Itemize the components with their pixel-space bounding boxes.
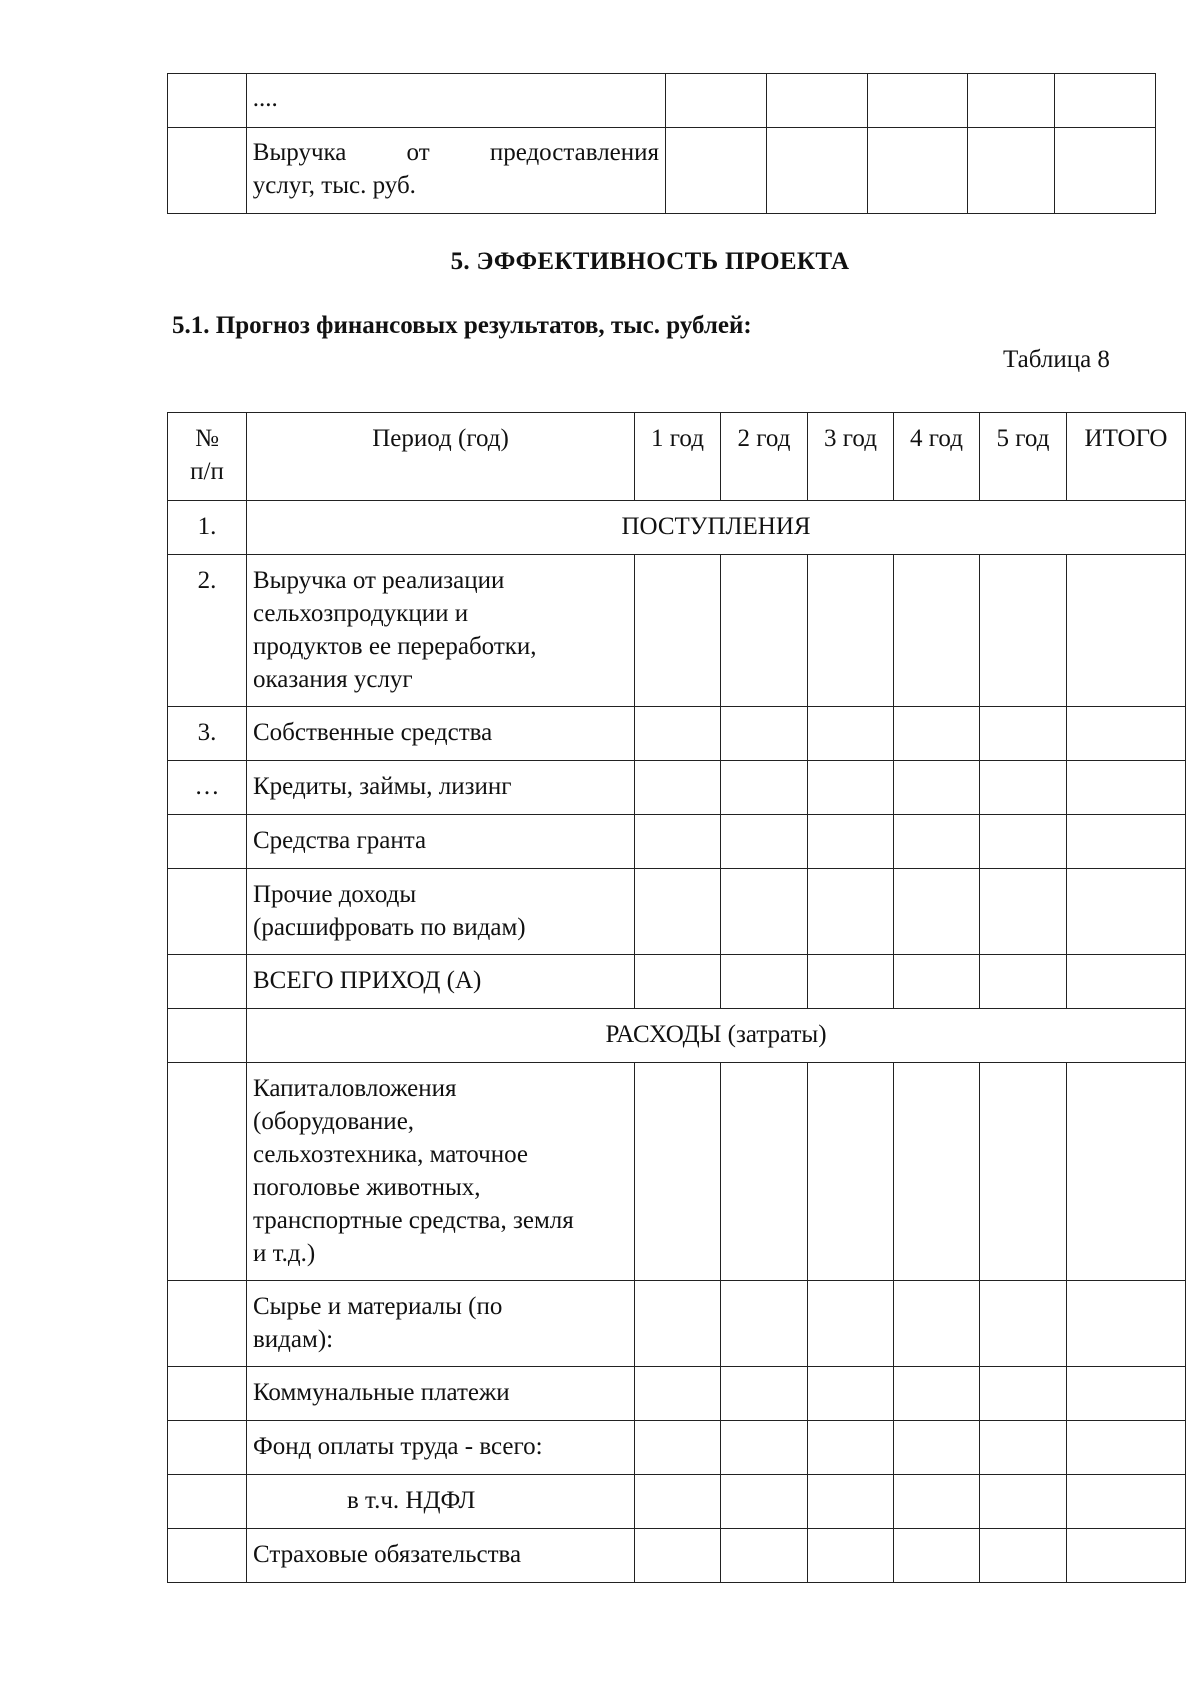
label-line: поголовье животных,: [253, 1174, 481, 1201]
label-word: Выручка: [252, 139, 347, 166]
label-line: Капиталовложения: [253, 1075, 457, 1102]
row-label-cell: [247, 955, 635, 1009]
value-cell[interactable]: [894, 707, 980, 761]
row-label-cell: ....: [246, 74, 665, 128]
value-cell[interactable]: [980, 707, 1067, 761]
value-cell[interactable]: [635, 1063, 721, 1281]
row-number-cell: [168, 955, 247, 1009]
value-cell[interactable]: [980, 761, 1067, 815]
label-line: Страховые обязательства: [253, 1541, 522, 1568]
value-cell[interactable]: [894, 1421, 980, 1475]
financial-forecast-table: [167, 412, 1186, 1583]
value-cell: [666, 128, 767, 214]
value-cell[interactable]: [1067, 955, 1186, 1009]
value-cell[interactable]: [1067, 1529, 1186, 1583]
value-cell[interactable]: [635, 707, 721, 761]
row-label-cell: [247, 761, 635, 815]
value-cell[interactable]: [808, 955, 894, 1009]
value-cell[interactable]: [808, 1421, 894, 1475]
value-cell[interactable]: [635, 1281, 721, 1367]
table-row: [168, 815, 1186, 869]
row-number-cell: [168, 869, 247, 955]
value-cell[interactable]: [894, 555, 980, 707]
row-number-cell: [168, 1009, 247, 1063]
value-cell[interactable]: [980, 1367, 1067, 1421]
value-cell[interactable]: [721, 707, 808, 761]
value-cell: [1054, 74, 1155, 128]
value-cell[interactable]: [808, 1367, 894, 1421]
value-cell[interactable]: [635, 761, 721, 815]
value-cell[interactable]: [980, 869, 1067, 955]
row-label-cell: [247, 1367, 635, 1421]
label-line: Прочие доходы: [253, 881, 417, 908]
label-line: транспортные средства, земля: [253, 1207, 574, 1234]
label-line: Средства гранта: [253, 827, 427, 854]
header-year-4: 4 год: [894, 413, 980, 501]
row-number-cell: [168, 74, 247, 128]
value-cell[interactable]: [1067, 1281, 1186, 1367]
value-cell[interactable]: [980, 955, 1067, 1009]
label-line: в т.ч. НДФЛ: [347, 1487, 476, 1514]
label-word: предоставления: [489, 139, 660, 166]
value-cell[interactable]: [894, 869, 980, 955]
label-line: Коммунальные платежи: [253, 1379, 510, 1406]
value-cell: [1054, 128, 1155, 214]
section-row: [168, 501, 1186, 555]
row-number-cell: [168, 1367, 247, 1421]
previous-table-fragment: [167, 73, 1156, 214]
value-cell[interactable]: [721, 1475, 808, 1529]
value-cell[interactable]: [980, 1529, 1067, 1583]
value-cell[interactable]: [808, 1475, 894, 1529]
header-year-1: 1 год: [635, 413, 721, 501]
table-row: [168, 1063, 1186, 1281]
table-row: [168, 1475, 1186, 1529]
value-cell[interactable]: [635, 1475, 721, 1529]
value-cell[interactable]: [980, 1063, 1067, 1281]
value-cell[interactable]: [1067, 1421, 1186, 1475]
header-year-3: 3 год: [808, 413, 894, 501]
value-cell[interactable]: [721, 555, 808, 707]
value-cell[interactable]: [635, 1367, 721, 1421]
label-line: видам):: [253, 1326, 334, 1353]
value-cell[interactable]: [894, 1367, 980, 1421]
header-number-symbol: №: [195, 425, 219, 452]
value-cell[interactable]: [635, 815, 721, 869]
value-cell[interactable]: [1067, 707, 1186, 761]
row-label-cell: [247, 555, 635, 707]
value-cell[interactable]: [1067, 1367, 1186, 1421]
label-line: ВСЕГО ПРИХОД (А): [253, 967, 482, 994]
value-cell[interactable]: [980, 1475, 1067, 1529]
row-number-cell: 1.: [168, 501, 247, 555]
value-cell[interactable]: [721, 1063, 808, 1281]
row-label-cell: [247, 869, 635, 955]
label-line: услуг, тыс. руб.: [252, 172, 416, 199]
label-line: Фонд оплаты труда - всего:: [253, 1433, 543, 1460]
value-cell[interactable]: [808, 1063, 894, 1281]
value-cell[interactable]: [721, 1421, 808, 1475]
label-line: Кредиты, займы, лизинг: [253, 773, 512, 800]
section-title: 5. ЭФФЕКТИВНОСТЬ ПРОЕКТА: [450, 248, 850, 275]
section-heading-cell: ПОСТУПЛЕНИЯ: [247, 501, 1186, 555]
row-number-cell: 3.: [168, 707, 247, 761]
row-number-cell: [168, 128, 247, 214]
header-total: ИТОГО: [1067, 413, 1186, 501]
value-cell: [767, 128, 868, 214]
value-cell[interactable]: [894, 815, 980, 869]
label-line: [253, 136, 659, 169]
value-cell[interactable]: [1067, 815, 1186, 869]
value-cell[interactable]: [894, 1281, 980, 1367]
row-number-cell: [168, 1421, 247, 1475]
value-cell[interactable]: [635, 1421, 721, 1475]
value-cell[interactable]: [808, 869, 894, 955]
value-cell[interactable]: [635, 955, 721, 1009]
value-cell: [968, 128, 1055, 214]
row-label-cell: [247, 1529, 635, 1583]
value-cell[interactable]: [1067, 869, 1186, 955]
header-year-5: 5 год: [980, 413, 1067, 501]
value-cell[interactable]: [980, 1281, 1067, 1367]
table-row: [168, 1421, 1186, 1475]
value-cell[interactable]: [721, 869, 808, 955]
row-label-cell: [247, 1475, 635, 1529]
row-label-cell: [246, 128, 665, 214]
value-cell[interactable]: [1067, 1475, 1186, 1529]
header-period: Период (год): [247, 413, 635, 501]
value-cell[interactable]: [808, 1281, 894, 1367]
header-number-label: п/п: [190, 458, 224, 485]
row-number-cell: [168, 815, 247, 869]
table-row: [168, 1529, 1186, 1583]
value-cell[interactable]: [980, 555, 1067, 707]
label-line: Сырье и материалы (по: [253, 1293, 503, 1320]
value-cell[interactable]: [980, 1421, 1067, 1475]
value-cell: [868, 74, 968, 128]
row-number-cell: [168, 1475, 247, 1529]
label-line: Собственные средства: [253, 719, 493, 746]
row-label-cell: [247, 1281, 635, 1367]
table-row: [168, 1281, 1186, 1367]
row-number-cell: [168, 1281, 247, 1367]
value-cell[interactable]: [980, 815, 1067, 869]
value-cell[interactable]: [721, 1367, 808, 1421]
value-cell: [868, 128, 968, 214]
table-row: [168, 707, 1186, 761]
section-row: [168, 1009, 1186, 1063]
table-row: [168, 869, 1186, 955]
value-cell[interactable]: [721, 761, 808, 815]
value-cell[interactable]: [1067, 555, 1186, 707]
row-label-cell: [247, 1063, 635, 1281]
value-cell[interactable]: [894, 955, 980, 1009]
value-cell[interactable]: [721, 1281, 808, 1367]
table-caption: Таблица 8: [1003, 346, 1110, 373]
value-cell: [666, 74, 767, 128]
value-cell[interactable]: [808, 815, 894, 869]
row-number-cell: 2.: [168, 555, 247, 707]
value-cell: [767, 74, 868, 128]
row-number-cell: [168, 1063, 247, 1281]
value-cell[interactable]: [721, 1529, 808, 1583]
label-line: продуктов ее переработки,: [253, 633, 537, 660]
label-line: оказания услуг: [253, 666, 413, 693]
value-cell[interactable]: [808, 707, 894, 761]
row-label-cell: [247, 1421, 635, 1475]
value-cell[interactable]: [721, 815, 808, 869]
row-number-cell: …: [168, 761, 247, 815]
row-label-cell: [247, 707, 635, 761]
label-line: и т.д.): [253, 1240, 316, 1267]
value-cell[interactable]: [635, 555, 721, 707]
section-heading-cell: РАСХОДЫ (затраты): [247, 1009, 1186, 1063]
value-cell[interactable]: [635, 1529, 721, 1583]
value-cell[interactable]: [894, 1529, 980, 1583]
table-row: [168, 555, 1186, 707]
label-line: сельхозтехника, маточное: [253, 1141, 529, 1168]
row-label-cell: [247, 815, 635, 869]
table-row: [168, 761, 1186, 815]
table-row: [168, 955, 1186, 1009]
value-cell[interactable]: [894, 1063, 980, 1281]
value-cell[interactable]: [1067, 761, 1186, 815]
label-line: сельхозпродукции и: [253, 600, 469, 627]
value-cell[interactable]: [894, 1475, 980, 1529]
value-cell[interactable]: [1067, 1063, 1186, 1281]
value-cell[interactable]: [721, 955, 808, 1009]
table-row: [168, 74, 1156, 128]
label-line: Выручка от реализации: [253, 567, 505, 594]
value-cell[interactable]: [808, 555, 894, 707]
header-number: [168, 413, 247, 501]
value-cell[interactable]: [808, 761, 894, 815]
label-line: (расшифровать по видам): [253, 914, 526, 941]
value-cell[interactable]: [635, 869, 721, 955]
label-word: от: [406, 139, 430, 166]
table-row: [168, 1367, 1186, 1421]
value-cell: [968, 74, 1055, 128]
value-cell[interactable]: [894, 761, 980, 815]
label-line: (оборудование,: [253, 1108, 415, 1135]
subsection-title: 5.1. Прогноз финансовых результатов, тыс. рублей:: [172, 312, 752, 339]
row-number-cell: [168, 1529, 247, 1583]
header-row: [168, 413, 1186, 501]
value-cell[interactable]: [808, 1529, 894, 1583]
table-row: [168, 128, 1156, 214]
header-year-2: 2 год: [721, 413, 808, 501]
